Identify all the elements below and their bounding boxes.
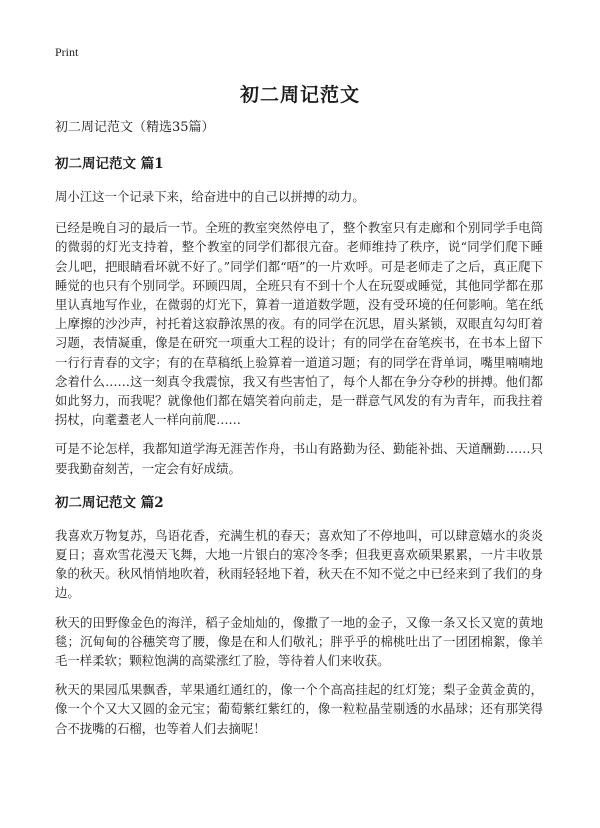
section-heading: 初二周记范文 篇1 <box>55 156 164 172</box>
section-1 <box>55 155 543 478</box>
section-heading: 初二周记范文 篇2 <box>55 494 164 511</box>
paragraph: 秋天的果园瓜果飘香，苹果通红通红的，像一个个高高挂起的红灯笼；梨子金黄金黄的，像一个个又大又圆的金元宝；葡萄紫红紫红的，像一粒粒晶莹剔透的水晶球；还有那笑得合不拢嘴的石榴，也等着人们去摘呢！ <box>55 682 543 736</box>
paragraph: 周小江这一个记录下来，给奋进中的自己以拼搏的动力。 <box>55 189 365 204</box>
document-title: 初二周记范文 <box>239 84 360 106</box>
section-2 <box>55 494 543 738</box>
paragraph: 已经是晚自习的最后一节。全班的教室突然停电了，整个教室只有走廊和个别同学手电筒的微弱的灯光支持着，整个教室的同学们都很亢奋。老师维持了秩序，说“同学们爬下睡会儿吧，把眼睛看坏就不好了。”同学们都“唔”的一片欢呼。可是老师走了之后，真正爬下睡觉的也只有个别同学。环顾四周，全班只有不到十个人在玩耍或睡觉，其他同学都在那里认真地写作业，在微弱的灯光下，算着一道道数学题，没有受环境的任何影响。笔在纸上摩擦的沙沙声，衬托着这寂静浓黑的夜。有的同学在沉思，眉头紧锁，双眼直勾勾盯着习题，表情凝重，像是在研究一项重大工程的设计；有的同学在奋笔疾书，在书本上留下一行行青春的文字；有的在草稿纸上验算着一道道习题；有的同学在背单词，嘴里喃喃地念着什么……这一刻真令我震惊，我又有些害怕了，每个人都在争分夺秒的拼搏。他们都如此努力，而我呢？就像他们都在嬉笑着向前走，是一群意气风发的有为青年，而我拄着拐杖，向耄耋老人一样向前爬…… <box>55 220 543 428</box>
document-body <box>55 119 543 748</box>
document-subtitle: 初二周记范文（精选35篇） <box>55 120 215 135</box>
paragraph: 我喜欢万物复苏，鸟语花香，充满生机的春天；喜欢知了不停地叫，可以肆意嬉水的炎炎夏日；喜欢雪花漫天飞舞，大地一片银白的寒冷冬季；但我更喜欢硕果累累，一片丰收景象的秋天。秋风悄悄地吹着，秋雨轻轻地下着，秋天在不知不觉之中已经来到了我们的身边。 <box>55 527 543 601</box>
print-label[interactable]: Print <box>55 45 79 59</box>
paragraph: 秋天的田野像金色的海洋，稻子金灿灿的，像撒了一地的金子，又像一条又长又宽的黄地毯；沉甸甸的谷穗笑弯了腰，像是在和人们敬礼；胖乎乎的棉桃吐出了一团团棉絮，像羊毛一样柔软；颗粒饱满的高粱涨红了脸，等待着人们来收获。 <box>55 614 543 669</box>
paragraph: 可是不论怎样，我都知道学海无涯苦作舟，书山有路勤为径、勤能补拙、天道酬勤……只要我勤奋刻苦，一定会有好成绩。 <box>55 441 543 476</box>
